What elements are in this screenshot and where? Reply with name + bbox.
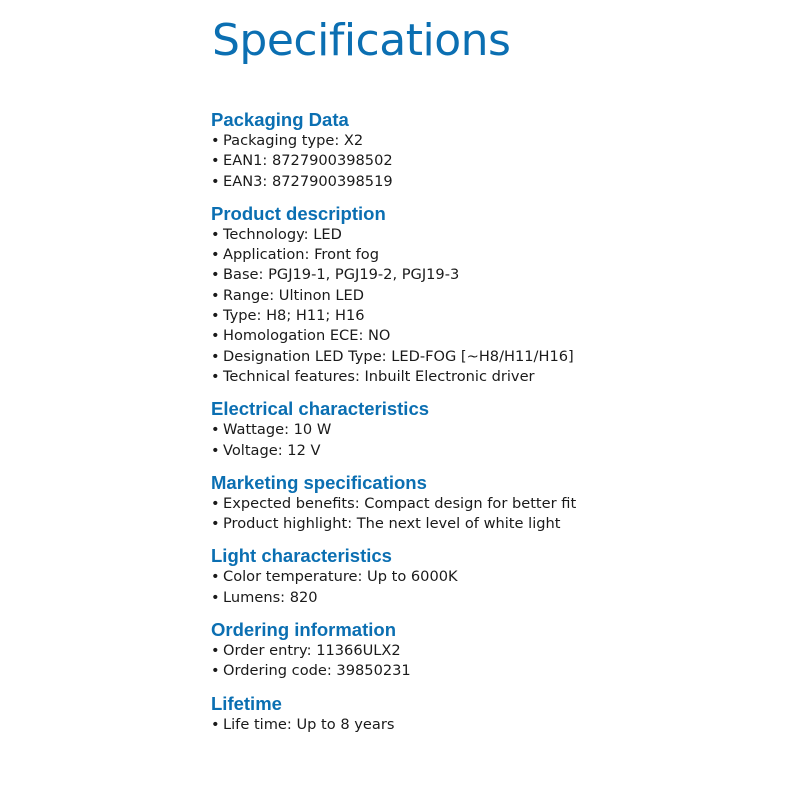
spec-section [211,397,791,461]
section-heading: Light characteristics [211,545,392,567]
spec-item-text: Range: Ultinon LED [223,286,364,304]
bullet-icon: • [211,588,220,606]
bullet-icon: • [211,347,220,365]
spec-item [211,715,791,735]
spec-items [211,494,791,535]
bullet-icon: • [211,515,220,533]
bullet-icon: • [211,286,220,304]
spec-item [211,367,791,387]
spec-item [211,588,791,608]
spec-items [211,641,791,682]
bullet-icon: • [211,367,220,385]
spec-item-text: Homologation ECE: NO [223,327,391,345]
spec-item [211,225,791,245]
page-title: Specifications [212,15,511,66]
spec-item-text: Ordering code: 39850231 [223,662,411,680]
spec-item [211,131,791,151]
bullet-icon: • [211,246,220,264]
bullet-icon: • [211,266,220,284]
spec-item-text: EAN1: 8727900398502 [223,152,393,170]
spec-item-text: Lumens: 820 [223,588,318,606]
section-heading: Electrical characteristics [211,398,430,420]
spec-item-text: EAN3: 8727900398519 [223,172,393,190]
spec-item [211,286,791,306]
spec-item-text: Designation LED Type: LED-FOG [~H8/H11/H16] [223,347,574,365]
spec-item-text: Order entry: 11366ULX2 [223,642,401,660]
bullet-icon: • [211,441,220,459]
spec-item [211,441,791,461]
spec-item-text: Product highlight: The next level of white light [223,515,561,533]
bullet-icon: • [211,152,220,170]
spec-section [211,202,791,387]
spec-item [211,641,791,661]
section-heading: Packaging Data [211,109,349,130]
spec-item [211,151,791,171]
spec-section [211,544,791,608]
spec-item [211,265,791,285]
spec-item-text: Expected benefits: Compact design for better fit [223,494,577,512]
bullet-icon: • [211,715,220,733]
bullet-icon: • [211,172,220,190]
spec-item [211,306,791,326]
spec-item [211,514,791,534]
spec-items [211,131,791,192]
spec-section [211,692,791,735]
spec-item [211,245,791,265]
spec-item-text: Wattage: 10 W [223,421,332,439]
spec-item [211,420,791,440]
bullet-icon: • [211,642,220,660]
spec-item [211,494,791,514]
spec-item [211,172,791,192]
specifications-list [211,108,791,745]
spec-item-text: Life time: Up to 8 years [223,715,395,733]
spec-item-text: Voltage: 12 V [223,441,321,459]
bullet-icon: • [211,494,220,512]
spec-section [211,471,791,535]
spec-item-text: Type: H8; H11; H16 [223,307,365,325]
spec-items [211,567,791,608]
bullet-icon: • [211,421,220,439]
section-heading: Ordering information [211,619,396,641]
spec-item [211,347,791,367]
section-heading: Lifetime [211,692,282,714]
spec-items [211,715,791,735]
spec-item [211,661,791,681]
spec-item-text: Packaging type: X2 [223,132,364,149]
bullet-icon: • [211,132,220,149]
spec-section [211,108,791,192]
spec-items [211,420,791,461]
spec-item-text: Color temperature: Up to 6000K [223,568,458,586]
spec-item-text: Technology: LED [223,225,342,243]
spec-item-text: Application: Front fog [223,246,379,264]
bullet-icon: • [211,662,220,680]
spec-items [211,225,791,387]
section-heading: Marketing specifications [211,471,427,493]
bullet-icon: • [211,307,220,325]
bullet-icon: • [211,327,220,345]
spec-item [211,567,791,587]
bullet-icon: • [211,568,220,586]
bullet-icon: • [211,225,220,243]
section-heading: Product description [211,202,386,224]
spec-item [211,326,791,346]
spec-item-text: Base: PGJ19-1, PGJ19-2, PGJ19-3 [223,266,460,284]
spec-section [211,618,791,682]
spec-item-text: Technical features: Inbuilt Electronic driver [223,367,535,385]
